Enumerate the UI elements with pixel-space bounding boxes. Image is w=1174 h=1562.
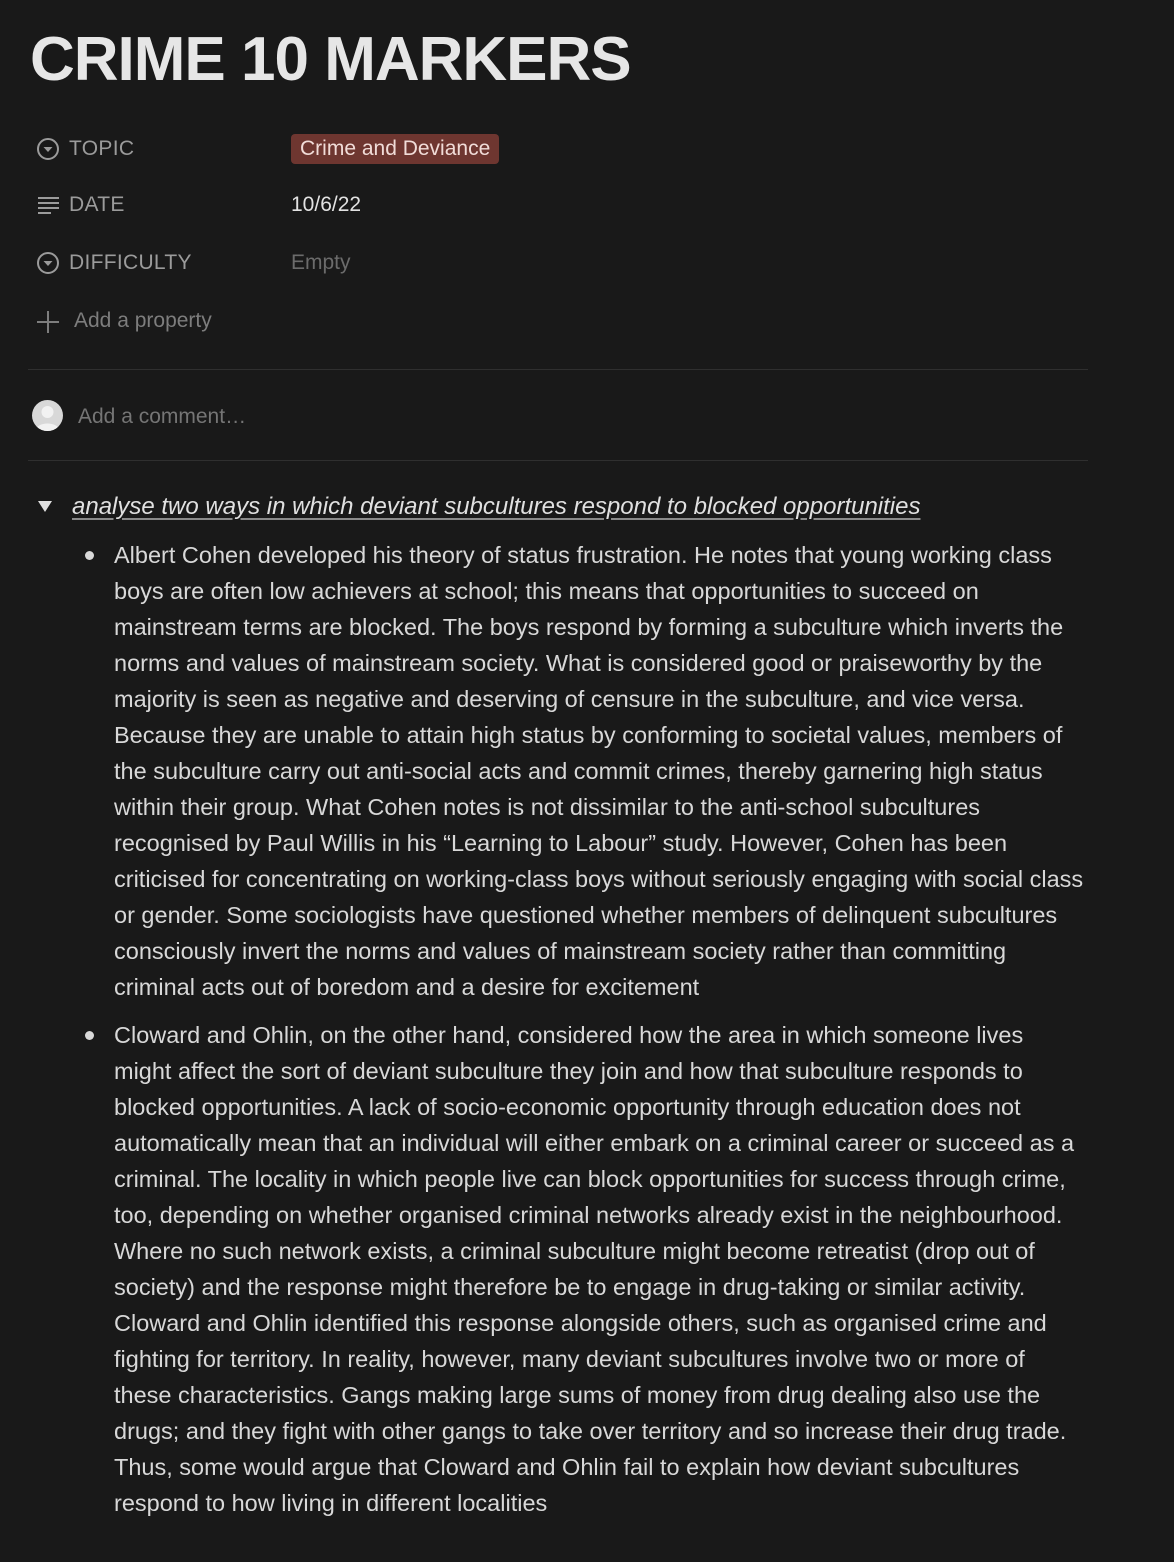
property-value-date[interactable]: 10/6/22	[291, 193, 362, 216]
toggle-arrow-down-icon[interactable]	[36, 497, 54, 515]
plus-icon	[36, 310, 60, 334]
user-icon	[32, 400, 63, 431]
list-item-text: Albert Cohen developed his theory of status frustration. He notes that young working class boys are often low achievers at school; this means that opportunities to succeed on mainstream terms are blocked. The boys respond by forming a subculture which inverts the norms and values of mainstream society. What is considered good or praiseworthy by the majority is seen as negative and deserving of censure in the subculture, and vice versa. Because they are unable to attain high status by conforming to societal values, members of the subculture carry out anti-social acts and commit crimes, thereby garnering high status within their group. What Cohen notes is not dissimilar to the anti-school subcultures recognised by Paul Willis in his “Learning to Labour” study. However, Cohen has been criticised for concentrating on working-class boys without seriously engaging with social class or gender. Some sociologists have questioned whether members of delinquent subcultures consciously invert the norms and values of mainstream society rather than committing criminal acts out of boredom and a desire for excitement	[114, 542, 1084, 1000]
select-circle-icon	[34, 249, 62, 277]
list-item[interactable]	[84, 1017, 1084, 1521]
divider	[28, 460, 1088, 461]
bullet-dot-icon	[85, 1031, 94, 1040]
comment-box[interactable]	[32, 398, 532, 434]
property-label-date: DATE	[69, 193, 125, 216]
property-label-topic: TOPIC	[69, 137, 135, 160]
property-value-topic[interactable]	[291, 131, 499, 167]
add-property-label: Add a property	[74, 309, 212, 332]
list-item[interactable]	[84, 537, 1084, 1005]
text-lines-icon	[34, 191, 62, 219]
bulleted-list	[84, 537, 1084, 1533]
avatar	[32, 400, 63, 431]
comment-input[interactable]	[78, 398, 478, 436]
property-row-topic[interactable]	[34, 131, 1084, 167]
property-value-difficulty[interactable]: Empty	[291, 251, 351, 274]
bullet-dot-icon	[85, 551, 94, 560]
property-row-difficulty[interactable]	[34, 245, 1084, 281]
property-row-date[interactable]	[34, 187, 1084, 223]
select-circle-icon	[34, 135, 62, 163]
page-title[interactable]: CRIME 10 MARKERS	[30, 25, 631, 94]
divider	[28, 369, 1088, 370]
property-label-difficulty: DIFFICULTY	[69, 251, 192, 274]
topic-tag[interactable]: Crime and Deviance	[291, 134, 499, 164]
toggle-title[interactable]: analyse two ways in which deviant subcultures respond to blocked opportunities	[72, 493, 921, 520]
list-item-text: Cloward and Ohlin, on the other hand, considered how the area in which someone lives might affect the sort of deviant subculture they join and how that subculture responds to blocked opportunities. A lack of socio-economic opportunity through education does not automatically mean that an individual will either embark on a criminal career or succeed as a criminal. The locality in which people live can block opportunities for success through crime, too, depending on whether organised criminal networks already exist in the neighbourhood. Where no such network exists, a criminal subculture might become retreatist (drop out of society) and the response might therefore be to engage in drug-taking or similar activity. Cloward and Ohlin identified this response alongside others, such as organised crime and fighting for territory. In reality, however, many deviant subcultures involve two or more of these characteristics. Gangs making large sums of money from drug dealing also use the drugs; and they fight with other gangs to take over territory and so increase their drug trade. Thus, some would argue that Cloward and Ohlin fail to explain how deviant subcultures respond to how living in different localities	[114, 1022, 1075, 1516]
